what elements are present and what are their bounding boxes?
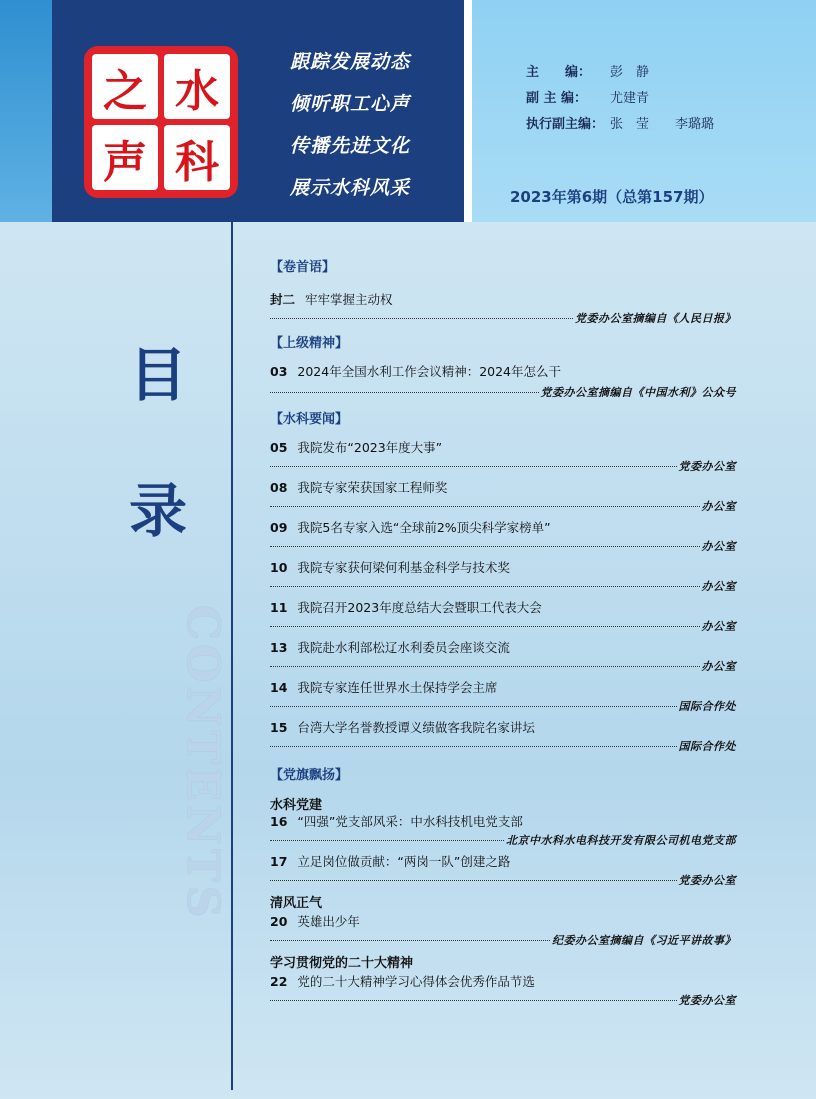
entry-source: 办公室 (701, 540, 736, 553)
page-number: 20 (270, 914, 288, 929)
entry-leader (270, 932, 736, 948)
page-number: 10 (270, 560, 288, 575)
masthead-divider (464, 0, 472, 222)
editor-label: 主 编： (526, 65, 592, 80)
entry-leader (270, 498, 736, 514)
section-heading: 【党旗飘扬】 (270, 768, 349, 783)
entry-leader (270, 458, 736, 474)
toc-entry[interactable] (270, 362, 561, 380)
page-number: 22 (270, 974, 288, 989)
title-char: 录 (128, 477, 187, 545)
editor-row (526, 86, 714, 112)
editor-name: 彭 静 (610, 65, 650, 80)
subsection-heading: 清风正气 (270, 896, 323, 911)
entry-title: “四强”党支部风采：中水科技机电党支部 (297, 814, 523, 829)
page-number: 11 (270, 600, 288, 615)
masthead-left-strip (0, 0, 52, 222)
page-number: 14 (270, 680, 288, 695)
toc-entry[interactable] (270, 718, 535, 736)
entry-leader (270, 698, 736, 714)
entry-leader (270, 992, 736, 1008)
entry-leader (270, 738, 736, 754)
entry-leader (270, 832, 736, 848)
entry-title: 台湾大学名誉教授谭义绩做客我院名家讲坛 (297, 720, 535, 735)
editor-label: 副 主 编： (526, 91, 588, 106)
page-number: 05 (270, 440, 288, 455)
contents-watermark: CONTENTS (177, 605, 228, 922)
entry-source: 北京中水科水电科技开发有限公司机电党支部 (506, 834, 736, 847)
entry-title: 我院专家连任世界水土保持学会主席 (297, 680, 498, 695)
seal-char: 声 (92, 125, 158, 190)
entry-leader (270, 872, 736, 888)
entry-title: 我院召开2023年度总结大会暨职工代表大会 (297, 600, 542, 615)
page-number: 封二 (270, 292, 296, 307)
entry-source: 纪委办公室摘编自《习近平讲故事》 (552, 934, 736, 947)
page-number: 03 (270, 364, 288, 379)
entry-title: 我院5名专家入选“全球前2%顶尖科学家榜单” (297, 520, 551, 535)
subsection-heading: 水科党建 (270, 798, 323, 813)
slogans (290, 47, 410, 215)
entry-source: 党委办公室摘编自《人民日报》 (575, 312, 736, 325)
page-number: 08 (270, 480, 288, 495)
toc-entry[interactable] (270, 812, 523, 830)
entry-source: 国际合作处 (678, 700, 736, 713)
toc-entry[interactable] (270, 638, 510, 656)
page-number: 13 (270, 640, 288, 655)
slogan: 倾听职工心声 (290, 93, 411, 115)
editor-name: 尤建青 (610, 91, 650, 106)
subsection-heading: 学习贯彻党的二十大精神 (270, 956, 414, 971)
page-number: 17 (270, 854, 288, 869)
seal-char: 科 (164, 125, 230, 190)
slogan: 传播先进文化 (290, 135, 411, 157)
toc-entry[interactable] (270, 852, 510, 870)
editor-list (526, 60, 714, 138)
toc-entry[interactable] (270, 438, 442, 456)
toc-entry[interactable] (270, 678, 497, 696)
entry-title: 我院赴水利部松辽水利委员会座谈交流 (297, 640, 510, 655)
editor-row (526, 112, 714, 138)
toc-entry[interactable] (270, 912, 360, 930)
entry-leader (270, 618, 736, 634)
slogan: 跟踪发展动态 (290, 51, 411, 73)
entry-leader (270, 310, 736, 326)
seal-char: 之 (92, 54, 158, 119)
entry-source: 办公室 (701, 660, 736, 673)
entry-title: 我院专家获何梁何利基金科学与技术奖 (297, 560, 510, 575)
section-heading: 【水科要闻】 (270, 412, 349, 427)
entry-source: 党委办公室 (678, 994, 736, 1007)
entry-source: 党委办公室 (678, 874, 736, 887)
toc-entry[interactable] (270, 518, 551, 536)
section-heading: 【卷首语】 (270, 260, 336, 275)
title-char: 目 (128, 341, 187, 409)
editor-label: 执行副主编： (526, 117, 605, 132)
issue-number: 2023年第6期（总第157期） (510, 188, 714, 206)
toc-entry[interactable] (270, 598, 542, 616)
entry-leader (270, 538, 736, 554)
toc-entry[interactable] (270, 972, 535, 990)
logo-seal (84, 46, 238, 198)
entry-leader (270, 384, 736, 400)
entry-title: 2024年全国水利工作会议精神：2024年怎么干 (297, 364, 562, 379)
entry-leader (270, 658, 736, 674)
entry-title: 牢牢掌握主动权 (305, 292, 393, 307)
entry-title: 我院发布“2023年度大事” (297, 440, 443, 455)
entry-title: 立足岗位做贡献：“两岗一队”创建之路 (297, 854, 511, 869)
entry-title: 党的二十大精神学习心得体会优秀作品节选 (297, 974, 535, 989)
seal-char: 水 (164, 54, 230, 119)
entry-source: 办公室 (701, 500, 736, 513)
toc-entry[interactable] (270, 558, 510, 576)
masthead (0, 0, 816, 222)
entry-source: 国际合作处 (678, 740, 736, 753)
entry-source: 办公室 (701, 580, 736, 593)
entry-title: 英雄出少年 (297, 914, 360, 929)
entry-title: 我院专家荣获国家工程师奖 (297, 480, 448, 495)
toc-entry[interactable] (270, 478, 447, 496)
entry-source: 党委办公室 (678, 460, 736, 473)
section-heading: 【上级精神】 (270, 336, 349, 351)
page-number: 09 (270, 520, 288, 535)
editor-name: 张 莹 李璐璐 (610, 117, 715, 132)
entry-source: 党委办公室摘编自《中国水利》公众号 (540, 386, 736, 399)
page-number: 16 (270, 814, 288, 829)
page-title (118, 330, 198, 556)
toc-entry[interactable] (270, 290, 393, 308)
divider-line (231, 222, 233, 1090)
editor-row (526, 60, 714, 86)
slogan: 展示水科风采 (290, 177, 411, 199)
entry-leader (270, 578, 736, 594)
entry-source: 办公室 (701, 620, 736, 633)
page-number: 15 (270, 720, 288, 735)
